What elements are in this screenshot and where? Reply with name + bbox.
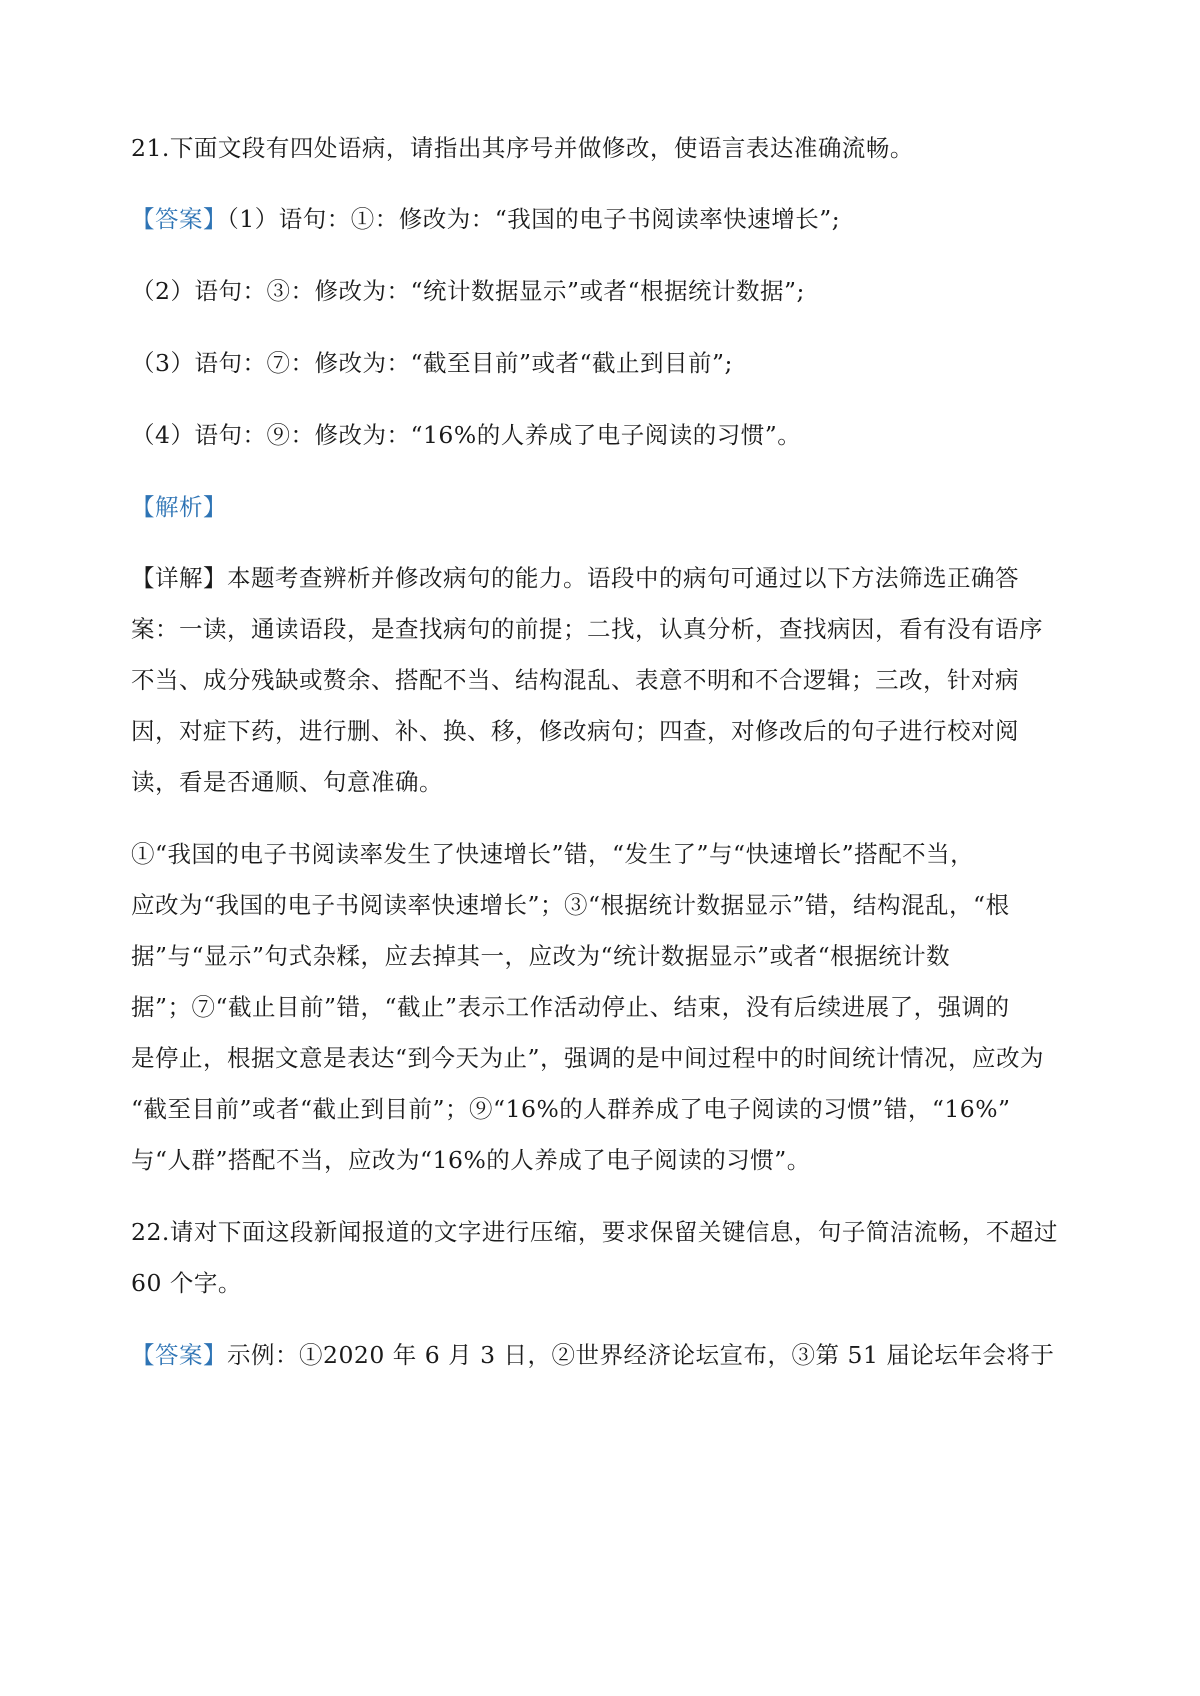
q21-answer-line-1	[131, 204, 840, 234]
answer-item-1: （1）语句：①：修改为：“我国的电子书阅读率快速增长”;	[227, 205, 841, 233]
explain-line: 据”与“显示”句式杂糅，应去掉其一，应改为“统计数据显示”或者“根据统计数	[131, 942, 951, 970]
detail-line: 因，对症下药，进行删、补、换、移，修改病句；四查，对修改后的句子进行校对阅	[131, 717, 1019, 745]
explain-line: 据”；⑦“截止目前”错，“截止”表示工作活动停止、结束，没有后续进展了，强调的	[131, 993, 1010, 1021]
explain-line: “截至目前”或者“截止到目前”；⑨“16%的人群养成了电子阅读的习惯”错，“16%”	[131, 1095, 1011, 1123]
question-21: 21.下面文段有四处语病，请指出其序号并做修改，使语言表达准确流畅。	[131, 134, 914, 162]
detail-line: 读，看是否通顺、句意准确。	[131, 768, 443, 796]
question-22-cont: 60 个字。	[131, 1269, 242, 1297]
answer-tag: 【答案】	[131, 205, 227, 233]
question-22: 22.请对下面这段新闻报道的文字进行压缩，要求保留关键信息，句子简洁流畅，不超过	[131, 1218, 1058, 1246]
detail-line: 【详解】本题考查辨析并修改病句的能力。语段中的病句可通过以下方法筛选正确答	[131, 564, 1019, 592]
detail-line: 不当、成分残缺或赘余、搭配不当、结构混乱、表意不明和不合逻辑；三改，针对病	[131, 666, 1019, 694]
analysis-tag: 【解析】	[131, 493, 227, 521]
explain-line: 应改为“我国的电子书阅读率快速增长”；③“根据统计数据显示”错，结构混乱，“根	[131, 891, 1010, 919]
explain-line: 是停止，根据文意是表达“到今天为止”，强调的是中间过程中的时间统计情况，应改为	[131, 1044, 1045, 1072]
explain-line: ①“我国的电子书阅读率发生了快速增长”错，“发生了”与“快速增长”搭配不当，	[131, 840, 975, 868]
q22-answer-line	[131, 1340, 1054, 1370]
answer-item-2: （2）语句：③：修改为：“统计数据显示”或者“根据统计数据”;	[131, 277, 805, 305]
explain-line: 与“人群”搭配不当，应改为“16%的人养成了电子阅读的习惯”。	[131, 1146, 811, 1174]
answer-item-4: （4）语句：⑨：修改为：“16%的人养成了电子阅读的习惯”。	[131, 421, 802, 449]
answer-tag: 【答案】	[131, 1341, 227, 1369]
q22-answer-text: 示例：①2020 年 6 月 3 日，②世界经济论坛宣布，③第 51 届论坛年会将于	[227, 1341, 1055, 1369]
answer-item-3: （3）语句：⑦：修改为：“截至目前”或者“截止到目前”;	[131, 349, 733, 377]
detail-line: 案：一读，通读语段，是查找病句的前提；二找，认真分析，查找病因，看有没有语序	[131, 615, 1043, 643]
